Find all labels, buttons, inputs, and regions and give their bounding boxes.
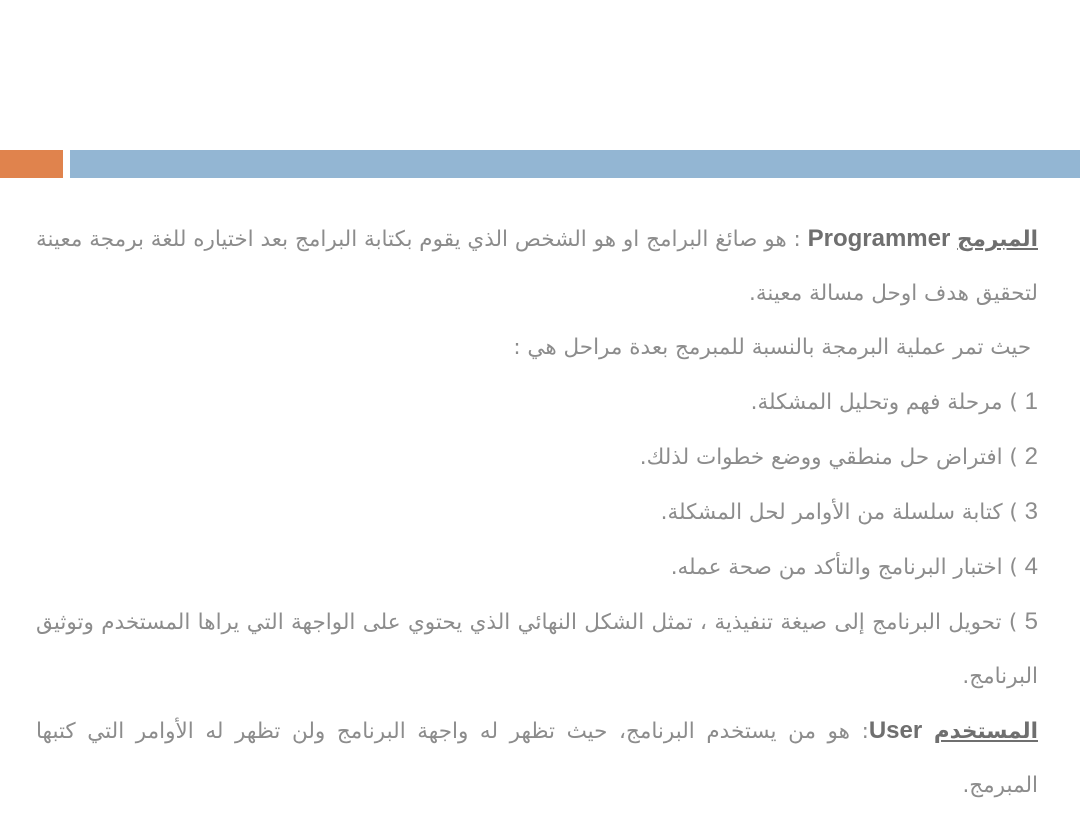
header-bar (70, 150, 1080, 178)
stages-intro: حيث تمر عملية البرمجة بالنسبة للمبرمج بعدة مراحل هي : (513, 335, 1032, 360)
user-definition (36, 704, 1038, 813)
user-english: User (868, 717, 923, 744)
accent-bar (0, 150, 63, 178)
programmer-text: : هو صائغ البرامج او هو الشخص الذي يقوم بكتابة البرامج بعد اختياره للغة برمجة معينة لتحقيق هدف اوحل مسالة معينة. (35, 227, 1038, 306)
step-text: ) كتابة سلسلة من الأوامر لحل المشكلة. (660, 500, 1025, 525)
step-number: 3 (1024, 498, 1038, 525)
step-item (36, 485, 1038, 540)
programmer-english: Programmer (807, 225, 951, 252)
programmer-term: المبرمج (957, 227, 1038, 252)
programmer-definition (36, 212, 1038, 321)
step-text: ) تحويل البرنامج إلى صيغة تنفيذية ، تمثل الشكل النهائي الذي يحتوي على الواجهة التي يراها المستخدم وتوثيق البرنامج. (36, 610, 1038, 689)
step-text: ) اختبار البرنامج والتأكد من صحة عمله. (670, 555, 1025, 580)
step-number: 4 (1024, 553, 1038, 580)
step-item (36, 540, 1038, 595)
step-number: 5 (1024, 608, 1038, 635)
step-item (36, 595, 1038, 704)
step-number: 2 (1024, 443, 1038, 470)
user-text: : هو من يستخدم البرنامج، حيث تظهر له واجهة البرنامج ولن تظهر له الأوامر التي كتبها المبرمج. (36, 719, 1038, 798)
step-item (36, 375, 1038, 430)
step-text: ) مرحلة فهم وتحليل المشكلة. (750, 390, 1025, 415)
slide-content (36, 212, 1038, 813)
step-number: 1 (1024, 388, 1038, 415)
step-item (36, 430, 1038, 485)
user-term: المستخدم (933, 719, 1038, 744)
step-text: ) افتراض حل منطقي ووضع خطوات لذلك. (639, 445, 1025, 470)
